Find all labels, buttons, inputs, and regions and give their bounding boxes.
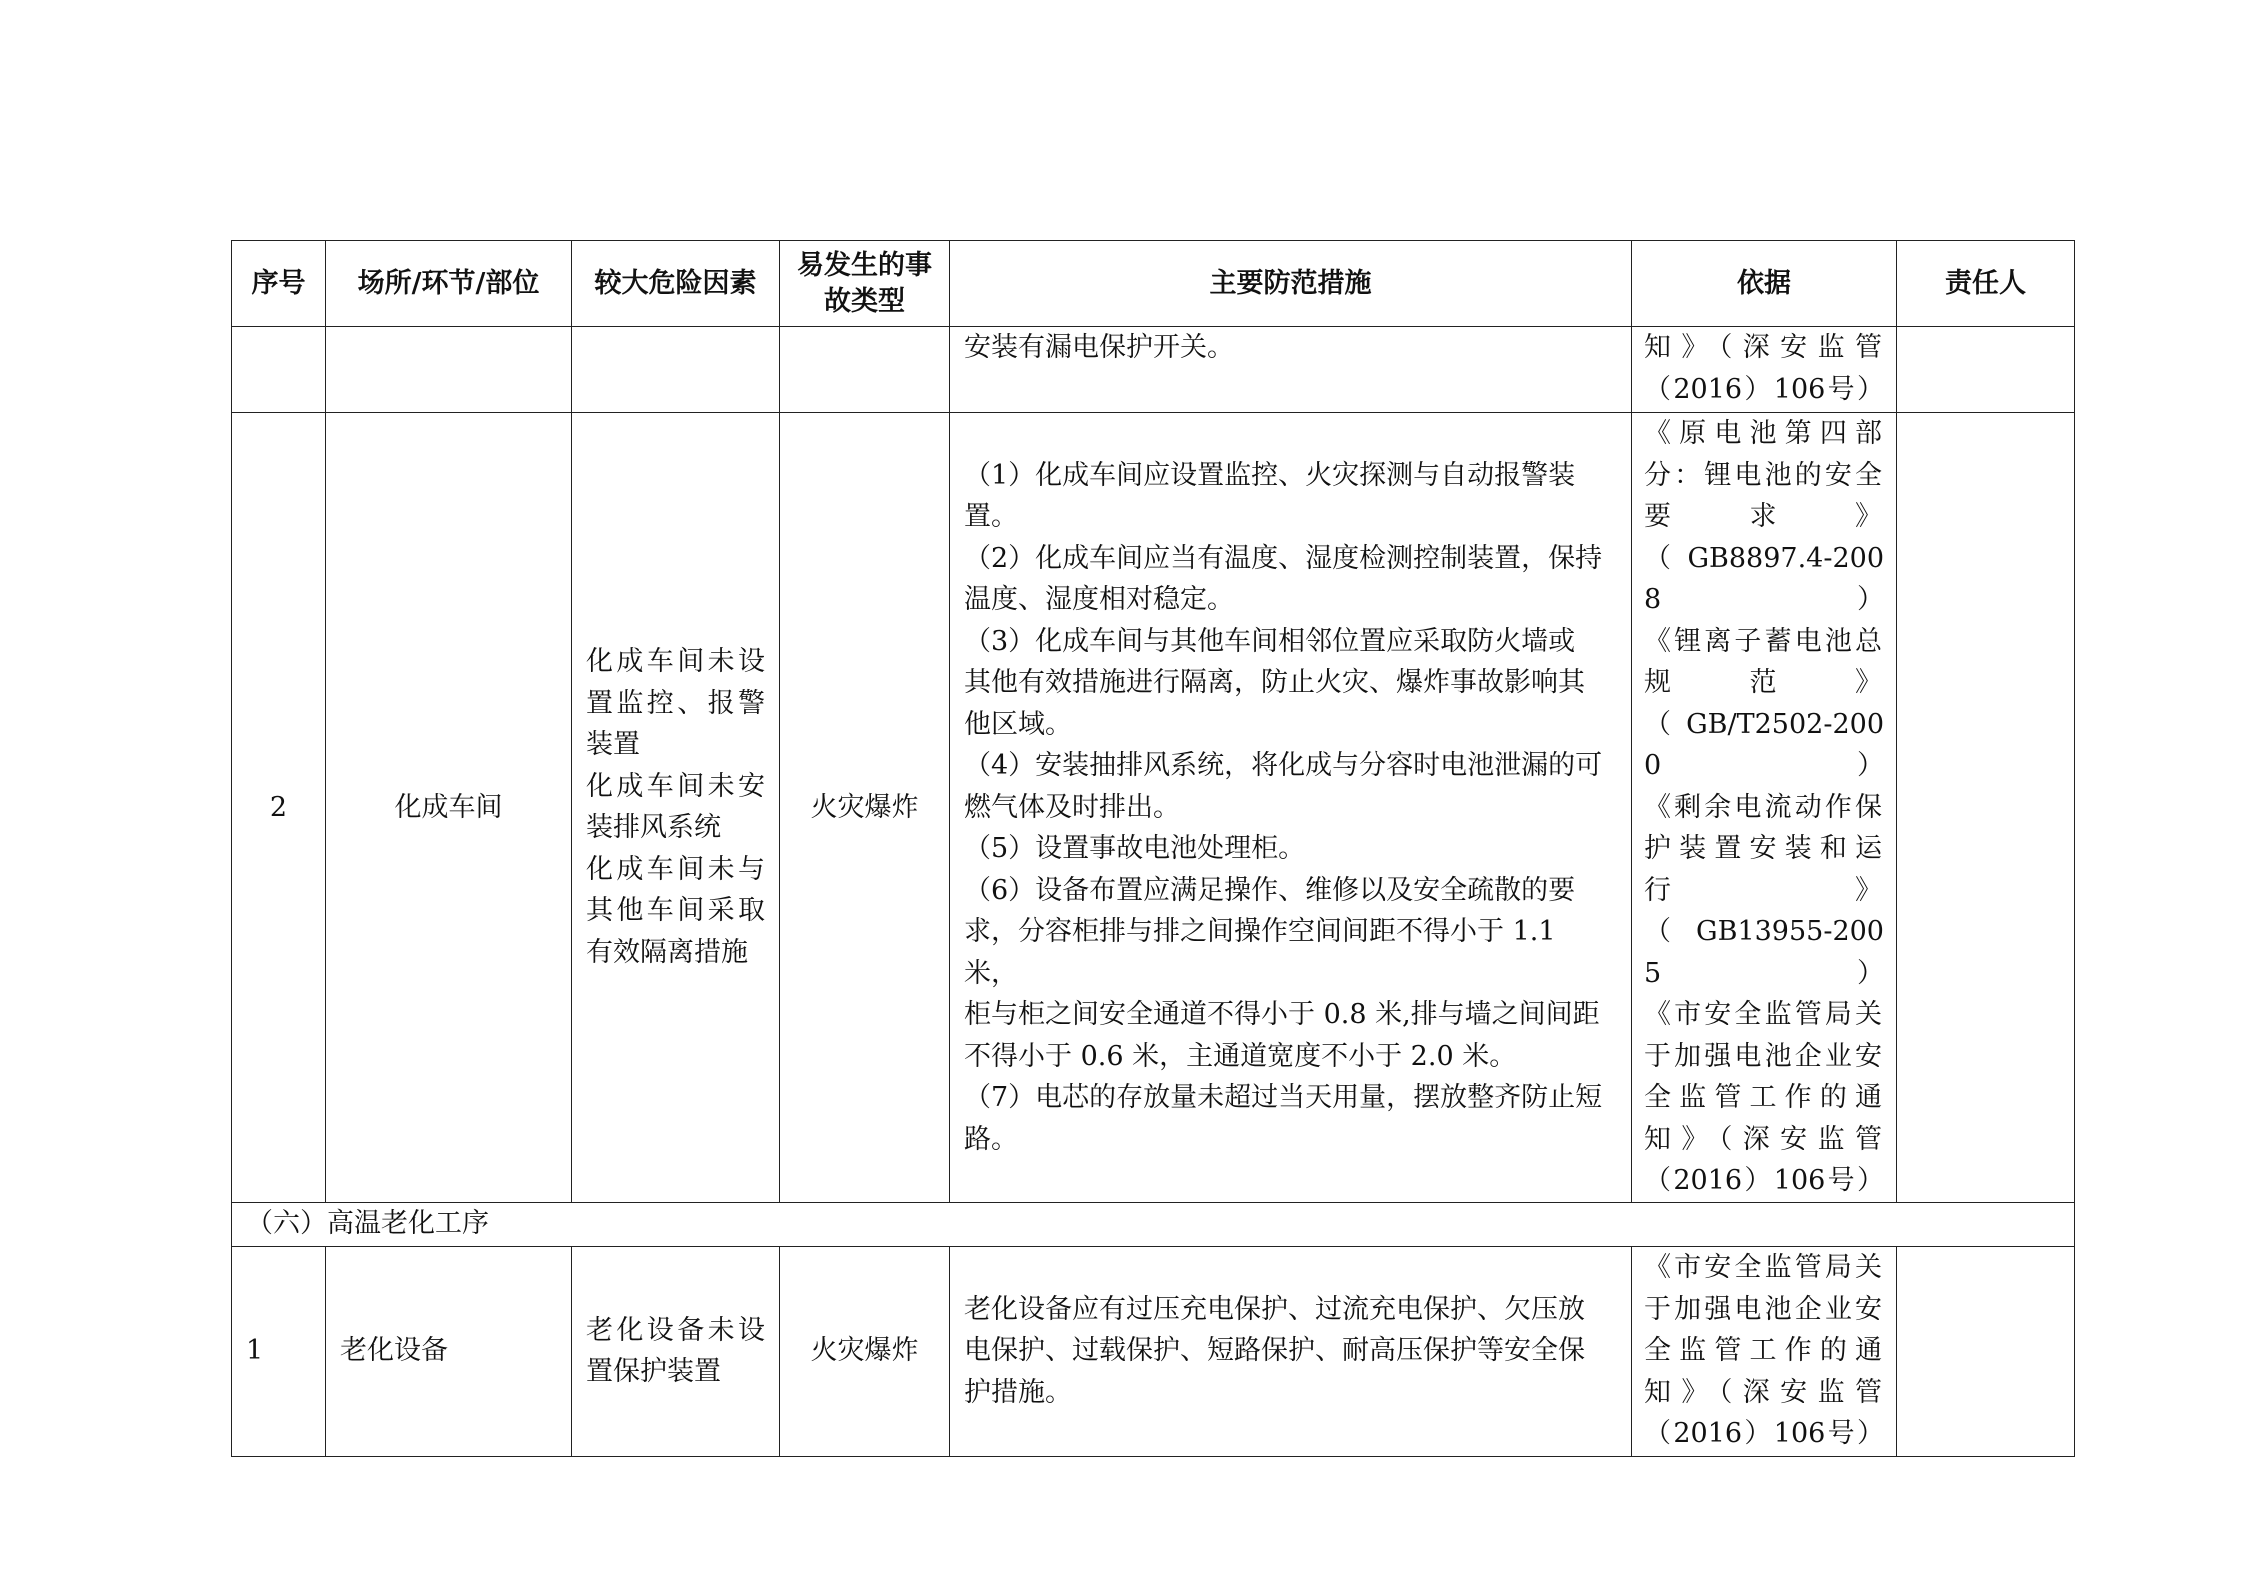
risk-factor-line: 化成车间未与 [586, 853, 765, 885]
cell-location [326, 327, 572, 413]
measure-line: 置。 [964, 501, 1018, 532]
cell-basis [1632, 327, 1897, 413]
header-measures: 主要防范措施 [950, 241, 1632, 327]
basis-line: （GB13955-2005） [1644, 916, 1884, 989]
table-row [232, 327, 2075, 413]
basis-line: （2016）106号） [1644, 1165, 1884, 1196]
cell-basis [1632, 1246, 1897, 1456]
basis-line: 《剩余电流动作保 [1644, 791, 1884, 823]
header-seq: 序号 [232, 241, 326, 327]
cell-basis [1632, 413, 1897, 1203]
cell-risk-factor [572, 1246, 780, 1456]
basis-line: 《市安全监管局关 [1644, 999, 1884, 1030]
table-row [232, 413, 2075, 1203]
cell-seq [232, 327, 326, 413]
risk-factor-line: 置监控、报警 [586, 687, 765, 719]
basis-line: 于加强电池企业安 [1644, 1040, 1884, 1072]
risk-factor-line: 化成车间未安 [586, 770, 765, 802]
risk-factor-line: 化成车间未设 [586, 646, 765, 678]
cell-risk-factor [572, 413, 780, 1203]
risk-factor-line: 有效隔离措施 [586, 936, 748, 968]
cell-measures [950, 1246, 1632, 1456]
header-accident-type-line2: 故类型 [824, 285, 905, 317]
table-header-row [232, 241, 2075, 327]
risk-factor-line: 装排风系统 [586, 812, 721, 844]
basis-line: （GB/T2502-2000） [1644, 708, 1884, 781]
measure-line: （3）化成车间与其他车间相邻位置应采取防火墙或 [964, 625, 1576, 657]
cell-seq: 2 [232, 413, 326, 1203]
cell-accident-type: 火灾爆炸 [780, 1246, 950, 1456]
cell-responsible [1897, 413, 2075, 1203]
basis-line: （GB8897.4-2008） [1644, 542, 1884, 615]
basis-line: 护装置安装和运 [1644, 833, 1884, 864]
basis-line: 知》（深安监管 [1644, 332, 1884, 363]
measure-line: 电保护、过载保护、短路保护、耐高压保护等安全保 [964, 1335, 1585, 1367]
cell-measures [950, 413, 1632, 1203]
cell-seq: 1 [232, 1246, 326, 1456]
risk-factor-line: 其他车间采取 [586, 895, 765, 927]
cell-location: 化成车间 [326, 413, 572, 1203]
measure-line: （1）化成车间应设置监控、火灾探测与自动报警装 [964, 459, 1576, 491]
table-row [232, 1246, 2075, 1456]
basis-line: 知》（深安监管 [1644, 1123, 1884, 1155]
basis-line: 全监管工作的通 [1644, 1082, 1884, 1113]
measure-line: 不得小于 0.6 米，主通道宽度不小于 2.0 米。 [964, 1040, 1517, 1072]
basis-line: 《锂离子蓄电池总 [1644, 625, 1884, 657]
header-basis: 依据 [1632, 241, 1897, 327]
measure-line: （7）电芯的存放量未超过当天用量，摆放整齐防止短 [964, 1082, 1603, 1113]
measure-line: 柜与柜之间安全通道不得小于 0.8 米,排与墙之间间距 [964, 999, 1600, 1030]
basis-line: 于加强电池企业安 [1644, 1293, 1884, 1325]
measure-line: （5）设置事故电池处理柜。 [964, 833, 1306, 864]
header-accident-type [780, 241, 950, 327]
measure-line: 路。 [964, 1123, 1018, 1155]
measure-line: 温度、湿度相对稳定。 [964, 584, 1234, 615]
cell-accident-type: 火灾爆炸 [780, 413, 950, 1203]
measure-line: 他区域。 [964, 708, 1072, 740]
measure-line: （6）设备布置应满足操作、维修以及安全疏散的要 [964, 874, 1576, 906]
measure-line: 老化设备应有过压充电保护、过流充电保护、欠压放 [964, 1293, 1585, 1325]
header-responsible: 责任人 [1897, 241, 2075, 327]
header-risk-factor: 较大危险因素 [572, 241, 780, 327]
measure-line: （4）安装抽排风系统，将化成与分容时电池泄漏的可 [964, 750, 1603, 781]
basis-line: 《市安全监管局关 [1644, 1252, 1884, 1284]
cell-measures [950, 327, 1632, 413]
section-row [232, 1202, 2075, 1246]
basis-line: 行 》 [1644, 874, 1884, 906]
measure-line: 燃气体及时排出。 [964, 791, 1180, 823]
risk-table [231, 240, 2075, 1457]
measure-line: 安装有漏电保护开关。 [964, 332, 1234, 363]
cell-responsible [1897, 327, 2075, 413]
basis-line: （2016）106号） [1644, 373, 1884, 405]
risk-factor-line: 装置 [586, 729, 640, 761]
measure-line: 求，分容柜排与排之间操作空间间距不得小于 1.1 米， [964, 916, 1556, 989]
cell-accident-type [780, 327, 950, 413]
basis-line: 《原电池第四部 [1644, 418, 1884, 449]
section-title: （六）高温老化工序 [232, 1202, 2075, 1246]
cell-risk-factor [572, 327, 780, 413]
basis-line: 知》（深安监管 [1644, 1376, 1884, 1408]
header-location: 场所/环节/部位 [326, 241, 572, 327]
measure-line: 护措施。 [964, 1376, 1072, 1408]
header-accident-type-line1: 易发生的事 [797, 249, 932, 281]
measure-line: （2）化成车间应当有温度、湿度检测控制装置，保持 [964, 542, 1603, 574]
risk-factor-line: 置保护装置 [586, 1356, 721, 1387]
risk-factor-line: 老化设备未设 [586, 1314, 765, 1346]
cell-responsible [1897, 1246, 2075, 1456]
basis-line: 全监管工作的通 [1644, 1335, 1884, 1367]
basis-line: 规 范 》 [1644, 667, 1884, 698]
cell-location: 老化设备 [326, 1246, 572, 1456]
basis-line: （2016）106号） [1644, 1418, 1884, 1450]
basis-line: 要 求 》 [1644, 501, 1884, 532]
basis-line: 分：锂电池的安全 [1644, 459, 1884, 491]
measure-line: 其他有效措施进行隔离，防止火灾、爆炸事故影响其 [964, 667, 1585, 698]
